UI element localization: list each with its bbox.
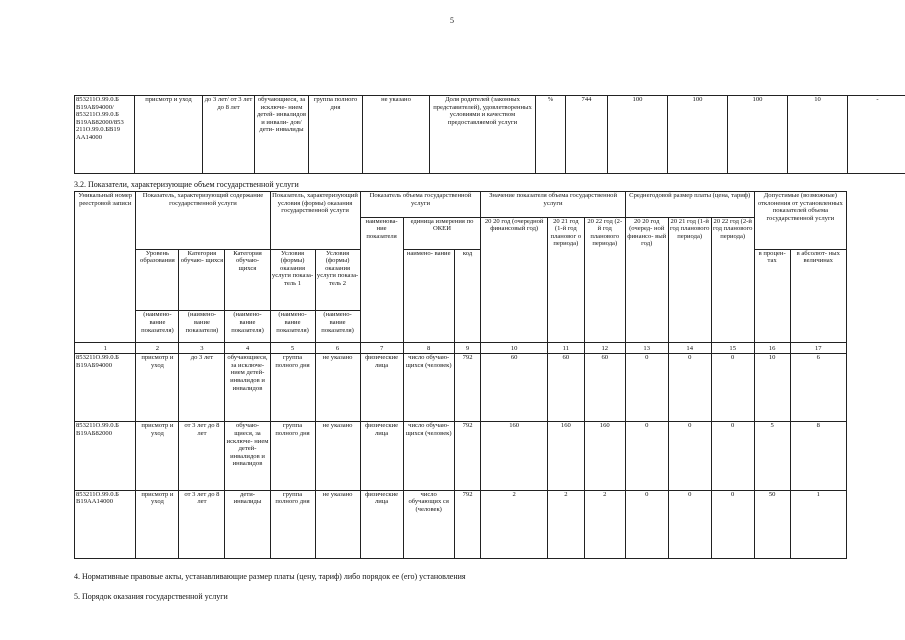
header-conditions-indicator: Показатель, характеризующий условия (формы) оказания государственной услуги [270,192,360,250]
table-row [75,96,905,174]
okei-code: 792 [454,354,481,422]
deviation-percent: 50 [754,490,790,558]
condition-value: не указано [363,96,430,174]
condition-value: не указано [315,490,360,558]
pay-plan2: 0 [711,422,754,490]
group-form: группа полного дня [270,490,315,558]
quality-indicator-name: Доля родителей (законных представителей), удовлетворенных условиями и качеством предоставляемой услуги [430,96,536,174]
page-number: 5 [450,16,454,25]
header-conditions-1: Условия (формы) оказания услуги показа- тель 1 [270,249,315,311]
column-number: 5 [270,343,315,354]
header-indicator-name: наименова- ние показателя [360,217,403,343]
header-year-plan2: 20 22 год (2-й год планового периода) [584,217,625,343]
value-plan1: 60 [547,354,584,422]
header-pay-plan2: 20 22 год (2-й год планового периода) [711,217,754,343]
group-form: группа полного дня [309,96,363,174]
value-current: 2 [481,490,548,558]
header-year-plan1: 20 21 год (1-й год плановог о периода) [547,217,584,343]
header-category: Категория обучаю- щихся [225,249,270,311]
value-plan2: 60 [584,354,625,422]
column-number: 14 [668,343,711,354]
student-category: обучаю- щиеся, за исключе- нием детей- инвалидов и инвалидов [225,422,270,490]
column-numbers-row [75,343,847,354]
deviation-percent: 5 [754,422,790,490]
student-category: дети- инвалиды [225,490,270,558]
deviation-absolute: 1 [790,490,846,558]
deviation-percent: 10 [788,96,848,174]
header-naming: (наимено- вание показателя) [136,311,179,343]
age-group: до 3 лет [179,354,225,422]
header-unit-code: код [454,249,481,343]
deviation-absolute: - [848,96,905,174]
column-number: 6 [315,343,360,354]
registry-code: 853211О.99.0.Б В19АБ94000 [75,354,136,422]
service-name: присмотр и уход [135,96,203,174]
value-plan1: 160 [547,422,584,490]
section-4-heading: 4. Нормативные правовые акты, устанавливающие размер платы (цену, тариф) либо порядок ее (его) установления [74,572,466,581]
registry-code: 853211О.99.0.Б В19АБ94000/ 853211О.99.0.Б В19АБ82000/853 211О.99.0.БВ19 АА14000 [75,96,135,174]
unit: % [536,96,566,174]
service-name: присмотр и уход [136,490,179,558]
header-pay-plan1: 20 21 год (1-й год планового периода) [668,217,711,343]
unit-name: число обучаю- щихся (человек) [403,422,454,490]
header-naming: (наимено- вание показателя) [179,311,225,343]
column-number: 13 [625,343,668,354]
header-pay-current: 20 20 год (очеред- ной финансо- вый год) [625,217,668,343]
header-unique-number: Уникальный номер реестровой записи [75,192,136,343]
pay-current: 0 [625,354,668,422]
student-category: обучающиеся, за исключе- нием детей- инвалидов и инвали- дов/дети- инвалиды [255,96,309,174]
table-row [75,354,847,422]
header-year-current: 20 20 год (очередной финансовый год) [481,217,548,343]
header-unit-okei: единица измерения по ОКЕИ [403,217,481,249]
condition-value: не указано [315,422,360,490]
value-plan2: 100 [728,96,788,174]
column-number: 17 [790,343,846,354]
section-5-heading: 5. Порядок оказания государственной услуги [74,592,228,601]
value-plan1: 100 [668,96,728,174]
student-category: обучающиеся, за исключе- нием детей- инвалидов и инвалидов [225,354,270,422]
indicator-name: физические лица [360,422,403,490]
unit-name: число обучающих ся (человек) [403,490,454,558]
table-row [75,422,847,490]
column-number: 7 [360,343,403,354]
header-content-indicator: Показатель, характеризующий содержание государственной услуги [136,192,270,250]
value-plan1: 2 [547,490,584,558]
column-number: 10 [481,343,548,354]
age-group: от 3 лет до 8 лет [179,422,225,490]
header-naming: (наимено- вание показателя) [270,311,315,343]
column-number: 3 [179,343,225,354]
condition-value: не указано [315,354,360,422]
header-education-level: Уровень образования [136,249,179,311]
pay-plan1: 0 [668,490,711,558]
header-volume-value: Значение показателя объема государственной услуги [481,192,625,218]
column-number: 9 [454,343,481,354]
pay-plan1: 0 [668,422,711,490]
header-volume-indicator: Показатель объема государственной услуги [360,192,481,218]
header-conditions-2: Условия (формы) оказания услуги показа-тель 2 [315,249,360,311]
header-in-absolute: в абсолют- ных величинах [790,249,846,343]
value-current: 100 [608,96,668,174]
pay-plan2: 0 [711,354,754,422]
age-group: от 3 лет до 8 лет [179,490,225,558]
pay-current: 0 [625,490,668,558]
pay-plan1: 0 [668,354,711,422]
value-current: 60 [481,354,548,422]
column-number: 8 [403,343,454,354]
service-name: присмотр и уход [136,354,179,422]
header-in-percent: в процен- тах [754,249,790,343]
header-allowed-deviation: Допустимые (возможные) отклонения от установленных показателей объема государственной услуги [754,192,846,250]
registry-code: 853211О.99.0.Б В19АА14000 [75,490,136,558]
column-number: 16 [754,343,790,354]
okei-code: 792 [454,422,481,490]
unit-name: число обучаю- щихся (человек) [403,354,454,422]
header-avg-payment: Среднегодовой размер платы (цена, тариф) [625,192,754,218]
age-group: до 3 лет/ от 3 лет до 8 лет [203,96,255,174]
value-current: 160 [481,422,548,490]
pay-plan2: 0 [711,490,754,558]
pay-current: 0 [625,422,668,490]
header-naming: (наимено- вание показателя) [315,311,360,343]
value-plan2: 2 [584,490,625,558]
header-unit-name: наимено- вание [403,249,454,343]
column-number: 11 [547,343,584,354]
okei-code: 792 [454,490,481,558]
deviation-percent: 10 [754,354,790,422]
indicator-name: физические лица [360,490,403,558]
column-number: 15 [711,343,754,354]
volume-indicator-table [74,191,847,559]
quality-indicator-table [74,95,905,174]
value-plan2: 160 [584,422,625,490]
group-form: группа полного дня [270,354,315,422]
section-3-2-heading: 3.2. Показатели, характеризующие объем государственной услуги [74,180,299,189]
group-form: группа полного дня [270,422,315,490]
indicator-name: физические лица [360,354,403,422]
okei-code: 744 [566,96,608,174]
service-name: присмотр и уход [136,422,179,490]
column-number: 1 [75,343,136,354]
deviation-absolute: 8 [790,422,846,490]
column-number: 12 [584,343,625,354]
deviation-absolute: 6 [790,354,846,422]
column-number: 4 [225,343,270,354]
header-student-category: Категория обучаю- щихся [179,249,225,311]
header-naming: (наимено- вание показателя) [225,311,270,343]
column-number: 2 [136,343,179,354]
registry-code: 853211О.99.0.Б В19АБ82000 [75,422,136,490]
table-row [75,490,847,558]
